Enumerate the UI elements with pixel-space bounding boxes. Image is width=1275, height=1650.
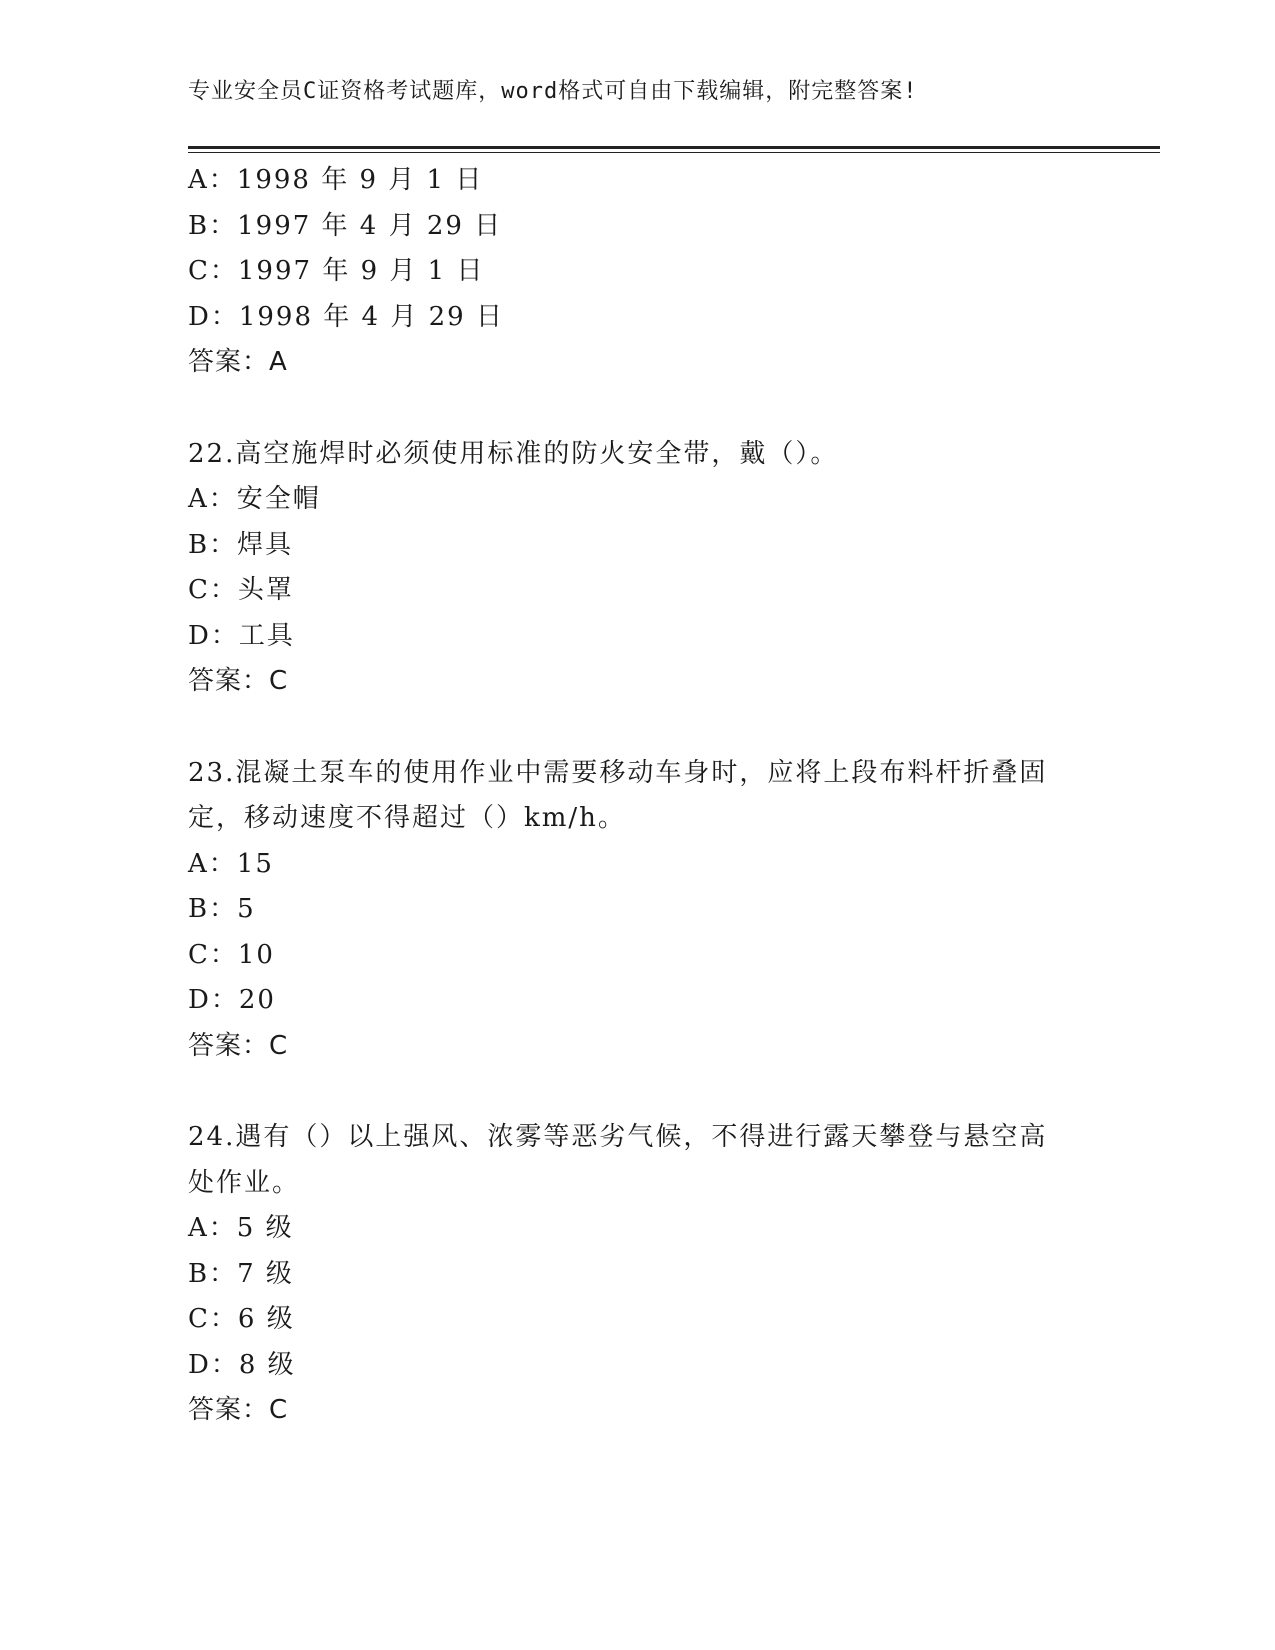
option-d: D：8 级 [188,1349,296,1380]
option-d: D：工具 [188,620,295,651]
option-b: B：5 [188,894,256,924]
option-c: C：1997 年 9 月 1 日 [188,256,485,286]
answer: 答案：A [188,347,288,377]
question-24 [188,1115,1088,1434]
option-c: C：头罩 [188,575,294,605]
question-21 [188,158,1088,386]
question-stem-line-2: 处作业。 [188,1167,301,1198]
header-rule-thin [188,152,1160,153]
option-c: C：10 [188,939,275,970]
answer: 答案：C [188,1030,289,1061]
question-stem: 22.高空施焊时必须使用标准的防火安全带，戴（）。 [188,438,839,469]
option-c: C：6 级 [188,1304,295,1334]
page-header: 专业安全员C证资格考试题库，word格式可自由下载编辑，附完整答案! [188,79,918,104]
option-d: D：20 [188,985,276,1015]
option-b: B：7 级 [188,1258,294,1289]
question-stem-line-2: 定，移动速度不得超过（）km/h。 [188,803,626,833]
option-a: A：1998 年 9 月 1 日 [188,165,484,195]
spacer [188,705,1088,751]
option-a: A：15 [188,848,274,879]
question-23 [188,751,1088,1070]
option-b: B：1997 年 4 月 29 日 [188,210,503,241]
option-b: B：焊具 [188,529,294,560]
spacer [188,1069,1088,1115]
option-a: A：安全帽 [188,484,321,514]
question-stem-line-1: 23.混凝土泵车的使用作业中需要移动车身时，应将上段布料杆折叠固 [188,757,1048,788]
question-list [188,158,1088,1434]
header-rule-thick [188,146,1160,149]
answer: 答案：C [188,1395,289,1425]
option-d: D：1998 年 4 月 29 日 [188,301,504,332]
answer: 答案：C [188,666,289,696]
spacer [188,386,1088,432]
option-a: A：5 级 [188,1213,294,1243]
question-22 [188,432,1088,705]
question-stem-line-1: 24.遇有（）以上强风、浓雾等恶劣气候，不得进行露天攀登与悬空高 [188,1122,1048,1152]
